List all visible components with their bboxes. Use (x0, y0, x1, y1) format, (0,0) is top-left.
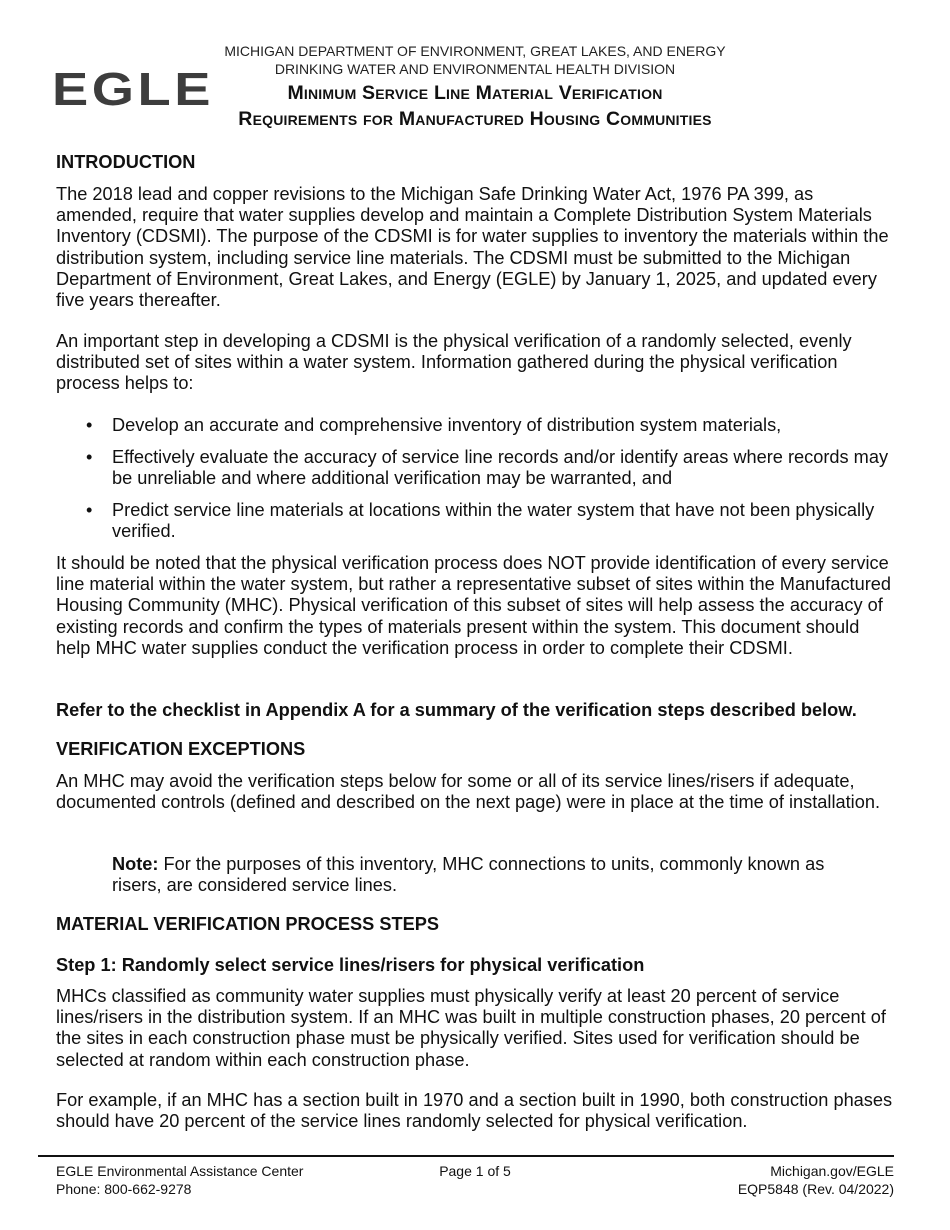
exceptions-paragraph: An MHC may avoid the verification steps below for some or all of its service lines/risers if adequate, documented controls (defined and described on the next page) were in place at the time of installation. (56, 771, 880, 813)
step1-paragraph-2: For example, if an MHC has a section built in 1970 and a section built in 1990, both construction phases should have 20 percent of the service lines randomly selected for physical verification. (56, 1090, 893, 1132)
bullet-glyph: • (86, 447, 93, 467)
document-title-line-2: Requirements for Manufactured Housing Communities (238, 108, 712, 130)
footer-website: Michigan.gov/EGLE (770, 1163, 894, 1179)
footer-center-name: EGLE Environmental Assistance Center (56, 1163, 304, 1179)
step1-paragraph-1: MHCs classified as community water supplies must physically verify at least 20 percent of service lines/risers in the distribution system. If an MHC was built in multiple construction phases, 20 percent of the sites in each construction phase must be physically verified. Sites used for verification should be selected at random within each construction phase. (56, 986, 886, 1070)
division-name: DRINKING WATER AND ENVIRONMENTAL HEALTH DIVISION (274, 61, 676, 77)
appendix-reference: Refer to the checklist in Appendix A for a summary of the verification steps described below. (56, 700, 857, 720)
footer-right (738, 1163, 894, 1198)
document-header (0, 42, 950, 132)
egle-logo: EGLE (52, 63, 214, 115)
heading-verification-exceptions: VERIFICATION EXCEPTIONS (56, 739, 306, 759)
page-number: Page 1 of 5 (439, 1163, 511, 1179)
footer-phone: Phone: 800-662-9278 (56, 1180, 192, 1197)
heading-step-1: Step 1: Randomly select service lines/risers for physical verification (56, 955, 645, 975)
bullet-glyph: • (86, 415, 93, 435)
footer-divider (38, 1155, 894, 1157)
footer-form-number: EQP5848 (Rev. 04/2022) (737, 1180, 894, 1197)
intro-paragraph-2: An important step in developing a CDSMI is the physical verification of a randomly selected, evenly distributed set of sites within a water system. Information gathered during the physical verification process helps to: (56, 331, 852, 394)
intro-paragraph-1: The 2018 lead and copper revisions to the Michigan Safe Drinking Water Act, 1976 PA 399, as amended, require that water supplies develop and maintain a Complete Distribution System Materials Inventory (CDSMI). The purpose of the CDSMI is for water supplies to inventory the materials within the distribution system, including service line materials. The CDSMI must be submitted to the Michigan Department of Environment, Great Lakes, and Energy (EGLE) by January 1, 2025, and updated every five years thereafter. (56, 184, 889, 311)
bullet-text: Develop an accurate and comprehensive inventory of distribution system materials, (112, 415, 782, 435)
heading-material-verification-steps: MATERIAL VERIFICATION PROCESS STEPS (56, 914, 439, 934)
heading-introduction: INTRODUCTION (56, 152, 196, 172)
note-label: Note: (112, 854, 159, 874)
bullet-text: Predict service line materials at locations within the water system that have not been physically verified. (112, 500, 875, 542)
intro-paragraph-3: It should be noted that the physical verification process does NOT provide identification of every service line material within the water system, but rather a representative subset of sites within the Manufactured Housing Community (MHC). Physical verification of this subset of sites will help assess the accuracy of existing records and confirm the types of materials present within the system. This document should help MHC water supplies conduct the verification process in order to complete their CDSMI. (56, 553, 892, 658)
document-title-line-1: Minimum Service Line Material Verification (287, 82, 663, 104)
department-name: MICHIGAN DEPARTMENT OF ENVIRONMENT, GREAT LAKES, AND ENERGY (224, 43, 726, 59)
note-block (112, 854, 872, 896)
bullet-text: Effectively evaluate the accuracy of service line records and/or identify areas where records may be unreliable and where additional verification may be warranted, and (112, 447, 889, 489)
note-text: For the purposes of this inventory, MHC connections to units, commonly known as risers, are considered service lines. (112, 854, 825, 896)
bullet-glyph: • (86, 500, 93, 520)
